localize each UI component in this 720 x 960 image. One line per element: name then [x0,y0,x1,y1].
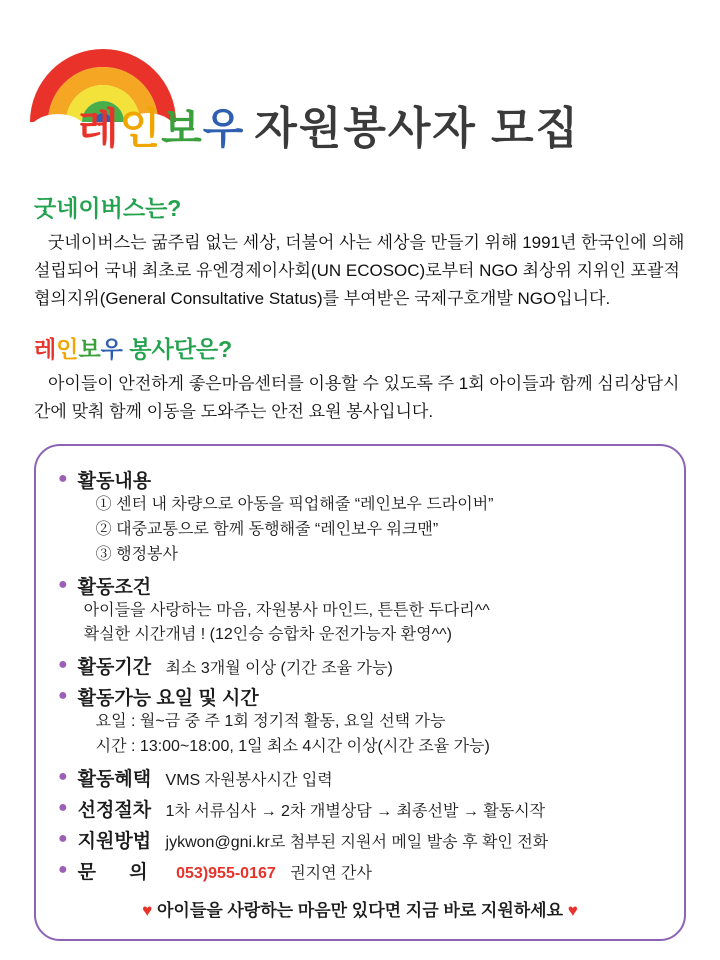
title-main-text: 자원봉사자 모집 [254,104,581,153]
bullet-icon: ● [58,687,68,705]
item-title: 활동혜택 [77,768,152,790]
section-2-heading-char-3: 보 [78,336,101,363]
title-rainbow-word [78,96,244,156]
item-title: 활동기간 [77,657,152,679]
contact-phone[interactable]: 053)955-0167 [176,864,276,882]
item-inline-text: 1차 서류심사 → 2차 개별상담 → 최종선발 → 활동시작 [165,802,546,820]
closing-message [58,896,662,921]
item-sub-line: 확실한 시간개념 ! (12인승 승합차 운전가능자 환영^^) [83,626,452,644]
bullet-icon: ● [58,656,68,674]
section-1-heading: 굿네이버스는? [34,195,182,221]
section-good-neighbors [34,190,686,313]
bullet-icon: ● [58,798,68,816]
item-inline-text: jykwon@gni.kr로 첨부된 지원서 메일 발송 후 확인 전화 [165,833,549,851]
title-char-3: 보 [161,105,203,152]
item-title: 지원방법 [77,830,152,852]
list-item [58,826,662,853]
item-title: 선정절차 [77,799,152,821]
item-title: 활동조건 [77,576,152,598]
item-sub-line: 요일 : 월~금 중 주 1회 정기적 활동, 요일 선택 가능 [95,713,446,731]
section-2-heading-char-4: 우 [100,336,123,363]
bullet-icon: ● [58,829,68,847]
section-2-body: 아이들이 안전하게 좋은마음센터를 이용할 수 있도록 주 1회 아이들과 함께 심리상담시간에 맞춰 함께 이동을 도와주는 안전 요원 봉사입니다. [34,374,680,422]
section-1-body: 굿네이버스는 굶주림 없는 세상, 더불어 사는 세상을 만들기 위해 1991년 한국인에 의해 설립되어 국내 최초로 유엔경제이사회(UN ECOSOC)로부터 NGO 최상위 지위인 포괄적 협의지위(General Consultative Status)를 부여받은 국제구호개발 NGO입니다. [34,233,685,309]
item-title: 활동내용 [77,471,152,493]
heart-right-icon: ♥ [567,900,578,920]
item-sub-line: ② 대중교통으로 함께 동행해줄 “레인보우 워크맨” [95,521,439,539]
section-2-heading-char-1: 레 [34,336,57,363]
bullet-icon: ● [58,860,68,878]
section-2-heading [34,331,686,364]
section-rainbow-volunteers [34,331,686,426]
item-inline-text: VMS 자원봉사시간 입력 [165,771,333,789]
list-item [58,652,662,679]
item-inline-text: 최소 3개월 이상 (기간 조율 가능) [165,660,393,678]
contact-row [58,857,662,884]
title-char-1: 레 [78,105,120,152]
title-char-4: 우 [202,105,245,152]
heart-left-icon: ♥ [142,900,153,920]
bullet-icon: ● [58,767,68,785]
bullet-icon: ● [58,575,68,593]
closing-message-text: 아이들을 사랑하는 마음만 있다면 지금 바로 지원하세요 [156,900,564,920]
page-title [78,92,580,156]
list-item [58,795,662,822]
contact-person: 권지연 간사 [290,864,372,882]
bullet-icon: ● [58,470,68,488]
section-2-heading-rest: 봉사단은? [122,336,233,363]
list-item [58,683,662,760]
section-2-heading-char-2: 인 [56,336,79,363]
title-char-2: 인 [119,105,162,152]
item-sub-line: ① 센터 내 차량으로 아동을 픽업해줄 “레인보우 드라이버” [95,496,494,514]
list-item [58,764,662,791]
item-title: 활동가능 요일 및 시간 [77,688,259,710]
list-item [58,572,662,649]
item-sub-line: ③ 행정봉사 [95,545,178,563]
contact-label: 문 의 [77,861,162,883]
page-header [0,0,720,190]
details-box [34,444,686,941]
item-sub-line: 아이들을 사랑하는 마음, 자원봉사 마인드, 튼튼한 두다리^^ [83,601,490,619]
item-sub-line: 시간 : 13:00~18:00, 1일 최소 4시간 이상(시간 조율 가능) [95,738,490,756]
list-item [58,466,662,567]
